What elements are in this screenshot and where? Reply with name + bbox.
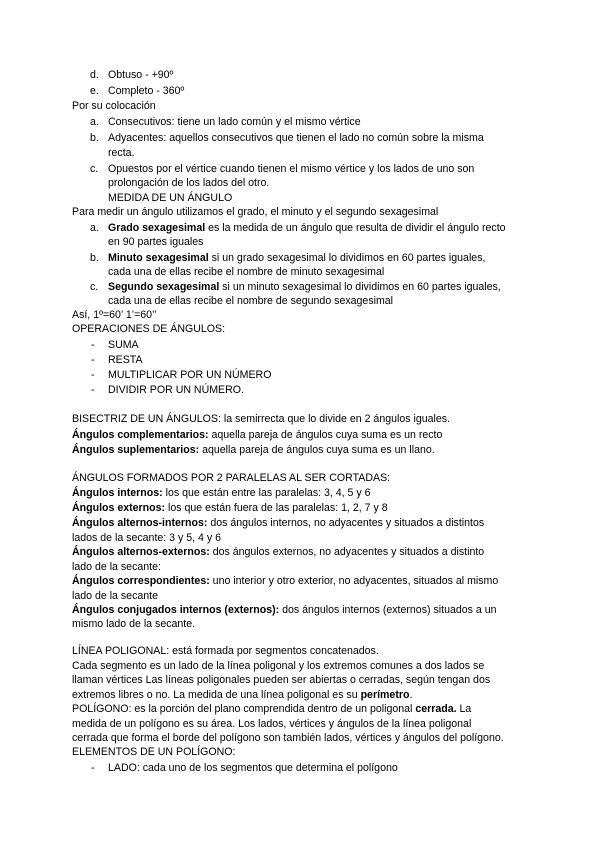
list-item-obtuso: Obtuso - +90º bbox=[108, 69, 174, 81]
poligono-definition: POLÍGONO: es la porción del plano comprendida dentro de un poligonal cerrada. La bbox=[72, 703, 472, 715]
list-item-grado-cont: en 90 partes iguales bbox=[108, 236, 204, 248]
term-conjugados: Ángulos conjugados internos (externos): bbox=[72, 604, 280, 616]
term-perimetro: perímetro bbox=[360, 689, 410, 701]
list-item-resta: RESTA bbox=[108, 354, 143, 366]
list-marker: - bbox=[91, 339, 95, 351]
correspondientes-cont: lado de la secante bbox=[72, 590, 158, 602]
list-marker: a. bbox=[90, 222, 99, 234]
list-item-grado: Grado sexagesimal es la medida de un ángulo que resulta de dividir el ángulo recto bbox=[108, 222, 506, 234]
list-marker: - bbox=[91, 369, 95, 381]
alternos-externos-definition: Ángulos alternos-externos: dos ángulos externos, no adyacentes y situados a distinto bbox=[72, 546, 485, 558]
list-item-dividir: DIVIDIR POR UN NÚMERO. bbox=[108, 384, 244, 396]
list-item-suma: SUMA bbox=[108, 339, 139, 351]
list-marker: e. bbox=[90, 85, 99, 97]
alternos-externos-cont: lado de la secante: bbox=[72, 561, 161, 573]
list-marker: - bbox=[91, 762, 95, 774]
list-item-opuestos: Opuestos por el vértice cuando tienen el mismo vértice y los lados de uno son bbox=[108, 163, 475, 175]
term-grado: Grado sexagesimal bbox=[108, 222, 206, 234]
list-marker: d. bbox=[90, 69, 99, 81]
list-item-adyacentes-cont: recta. bbox=[108, 147, 135, 159]
heading-medida: MEDIDA DE UN ÁNGULO bbox=[108, 192, 233, 204]
list-marker: - bbox=[91, 354, 95, 366]
list-marker: c. bbox=[90, 163, 99, 175]
list-marker: c. bbox=[90, 281, 99, 293]
list-item-opuestos-cont: prolongación de los lados del otro. bbox=[108, 177, 270, 189]
poligono-text-2: cerrada que forma el borde del polígono son también lados, vértices y ángulos del polígono. bbox=[72, 732, 504, 744]
list-item-completo: Completo - 360º bbox=[108, 85, 185, 97]
list-item-multiplicar: MULTIPLICAR POR UN NÚMERO bbox=[108, 369, 272, 381]
heading-colocacion: Por su colocación bbox=[72, 100, 156, 112]
list-marker: - bbox=[91, 384, 95, 396]
equivalencias: Así, 1º=60’ 1’=60’’ bbox=[72, 309, 157, 321]
heading-paralelas: ÁNGULOS FORMADOS POR 2 PARALELAS AL SER CORTADAS: bbox=[72, 472, 391, 484]
list-item-minuto-cont: cada una de ellas recibe el nombre de minuto sexagesimal bbox=[108, 266, 385, 278]
poligono-text-1: medida de un polígono es su área. Los lados, vértices y ángulos de la línea poligonal bbox=[72, 718, 472, 730]
list-marker: b. bbox=[90, 132, 99, 144]
list-item-consecutivos: Consecutivos: tiene un lado común y el mismo vértice bbox=[108, 116, 361, 128]
medida-intro: Para medir un ángulo utilizamos el grado, el minuto y el segundo sexagesimal bbox=[72, 206, 439, 218]
poligonal-text-2: llaman vértices Las líneas poligonales pueden ser abiertas o cerradas, según tengan dos bbox=[72, 674, 491, 686]
list-item-segundo-cont: cada una de ellas recibe el nombre de segundo sexagesimal bbox=[108, 295, 394, 307]
alternos-internos-cont: lados de la secante: 3 y 5, 4 y 6 bbox=[72, 532, 221, 544]
list-item-minuto: Minuto sexagesimal si un grado sexagesimal lo dividimos en 60 partes iguales, bbox=[108, 252, 486, 264]
term-complementarios: Ángulos complementarios: bbox=[72, 429, 209, 441]
term-correspondientes: Ángulos correspondientes: bbox=[72, 575, 210, 587]
correspondientes-definition: Ángulos correspondientes: uno interior y otro exterior, no adyacentes, situados al mismo bbox=[72, 575, 499, 587]
suplementarios-definition: Ángulos suplementarios: aquella pareja de ángulos cuya suma es un llano. bbox=[72, 444, 435, 456]
term-cerrada: cerrada. bbox=[415, 703, 457, 715]
term-minuto: Minuto sexagesimal bbox=[108, 252, 209, 264]
term-alternos-externos: Ángulos alternos-externos: bbox=[72, 546, 210, 558]
conjugados-cont: mismo lado de la secante. bbox=[72, 618, 196, 630]
list-marker: b. bbox=[90, 252, 99, 264]
complementarios-definition: Ángulos complementarios: aquella pareja de ángulos cuya suma es un recto bbox=[72, 429, 443, 441]
externos-definition: Ángulos externos: los que están fuera de las paralelas: 1, 2, 7 y 8 bbox=[72, 502, 388, 514]
poligonal-text-3: extremos libres o no. La medida de una línea poligonal es su perímetro. bbox=[72, 689, 413, 701]
list-item-adyacentes: Adyacentes: aquellos consecutivos que tienen el lado no común sobre la misma bbox=[108, 132, 484, 144]
conjugados-definition: Ángulos conjugados internos (externos): dos ángulos internos (externos) situados a un bbox=[72, 604, 497, 616]
term-externos: Ángulos externos: bbox=[72, 502, 166, 514]
list-item-lado: LADO: cada uno de los segmentos que determina el polígono bbox=[108, 762, 398, 774]
internos-definition: Ángulos internos: los que están entre las paralelas: 3, 4, 5 y 6 bbox=[72, 487, 371, 499]
heading-operaciones: OPERACIONES DE ÁNGULOS: bbox=[72, 323, 226, 335]
alternos-internos-definition: Ángulos alternos-internos: dos ángulos internos, no adyacentes y situados a distintos bbox=[72, 517, 485, 529]
poligonal-text-1: Cada segmento es un lado de la línea poligonal y los extremos comunes a dos lados se bbox=[72, 660, 485, 672]
term-alternos-internos: Ángulos alternos-internos: bbox=[72, 517, 208, 529]
term-suplementarios: Ángulos suplementarios: bbox=[72, 444, 200, 456]
heading-elementos: ELEMENTOS DE UN POLÍGONO: bbox=[72, 746, 236, 758]
term-internos: Ángulos internos: bbox=[72, 487, 163, 499]
list-item-segundo: Segundo sexagesimal si un minuto sexagesimal lo dividimos en 60 partes iguales, bbox=[108, 281, 501, 293]
term-segundo: Segundo sexagesimal bbox=[108, 281, 220, 293]
bisectriz-definition: BISECTRIZ DE UN ÁNGULOS: la semirrecta que lo divide en 2 ángulos iguales. bbox=[72, 413, 451, 425]
poligonal-definition: LÍNEA POLIGONAL: está formada por segmentos concatenados. bbox=[72, 645, 379, 657]
list-marker: a. bbox=[90, 116, 99, 128]
